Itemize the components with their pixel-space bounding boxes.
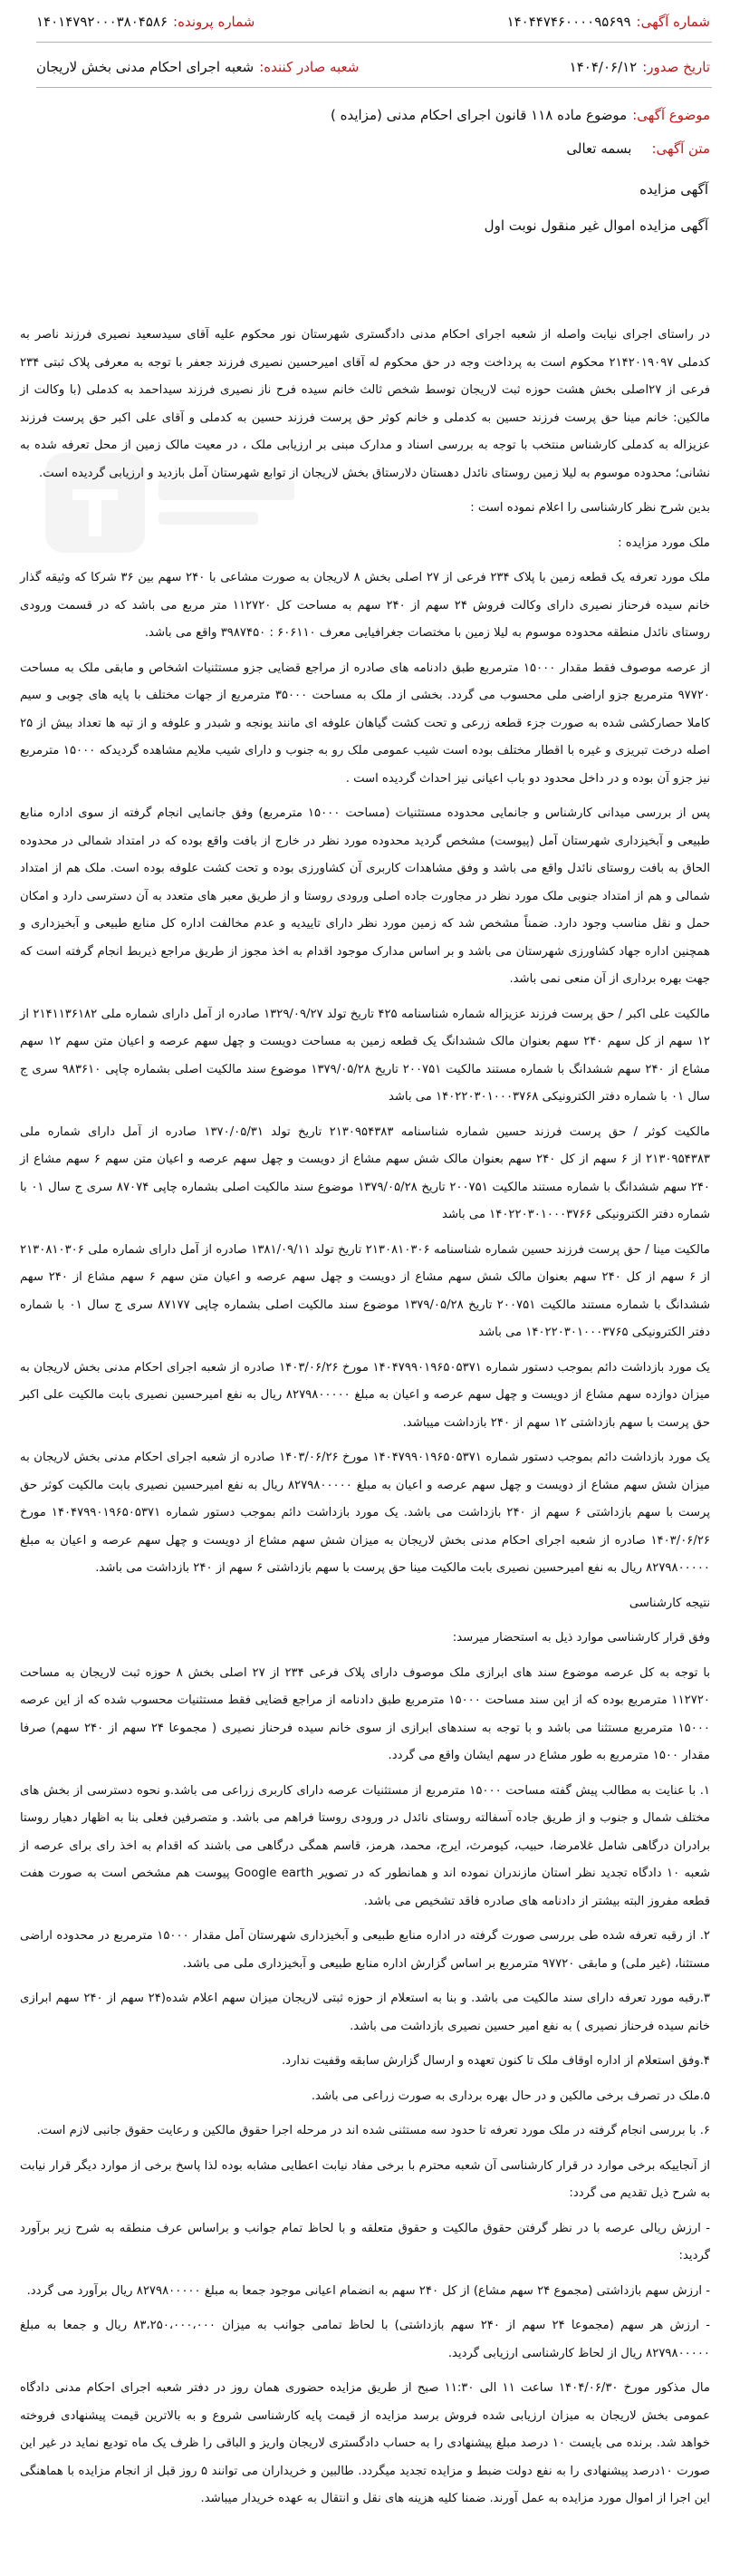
paragraph: ۲. از رقبه تعرفه شده طی بررسی صورت گرفته در اداره منابع طبیعی و آبخیزداری شهرستان آمل مقدار ۱۵۰۰۰ مترمربع در محدوده اراضی مستثنا، (غیر ملی) و مابقی ۹۷۷۲۰ مترمربع بر اساس گزارش اداره منابع طبیعی و آبخیزداری ملی می باشد. xyxy=(20,1929,710,1971)
divider xyxy=(36,42,712,43)
paragraph: ۴.وفق استعلام از اداره اوقاف ملک تا کنون تعهده و ارسال گزارش سابقه وقفیت ندارد. xyxy=(281,2054,710,2068)
paragraph: مالکیت کوثر / حق پرست فرزند حسین شماره شناسنامه ۲۱۳۰۹۵۴۳۸۳ تاریخ تولد ۱۳۷۰/۰۵/۳۱ صادره از آمل دارای شماره ملی ۲۱۳۰۹۵۴۳۸۳ از ۶ سهم از کل ۲۴۰ سهم بعنوان مالک شش سهم مشاع از دویست و چهل سهم عرصه و اعیان متن سهم ۶ سهم مشاع از ۲۴۰ سهم ششدانگ با شماره مستند مالکیت ۲۰۰۷۵۱ تاریخ ۱۳۷۹/۰۵/۲۸ موضوع سند مالکیت اصلی بشماره چاپی ۸۷۰۷۴ سری ج سال ۰۱ با شماره دفتر الکترونیکی ۱۴۰۲۲۰۳۰۱۰۰۰۳۷۶۶ می باشد xyxy=(20,1124,710,1221)
paragraph: ۶. با بررسی انجام گرفته در ملک مورد تعرفه تا حدود سه مستثنی شده اند در مرحله اجرا حقوق مالکین و رعایت حقوق جانبی لازم است. xyxy=(36,2124,710,2137)
paragraph: از عرصه موصوف فقط مقدار ۱۵۰۰۰ مترمربع طبق دادنامه های صادره از مراجع قضایی جزو مستثنیات اشخاص و مابقی ملک به مساحت ۹۷۷۲۰ مترمربع جزو اراضی ملی محسوب می گردد. بخشی از ملک به مساحت ۳۵۰۰۰ مترمربع از جهات مختلف با پایه های چوبی و سیم کاملا حصارکشی شده به صورت جزء قطعه زرعی و تحت کشت گیاهان علوفه ای مانند یونجه و شبدر و علوفه و از تپه ها تعداد بیش از ۲۵ اصله درخت تبریزی و غیره با اقطار مختلف بوده است شیب عمومی ملک رو به جنوب و دارای شیب ملایم مشاهده گردیدکه ۱۵۰۰۰ مترمربع نیز جزو آن بوده و در داخل محدود دو باب اعیانی نیز احداث گردیده است . xyxy=(20,661,710,786)
issue-date xyxy=(570,53,710,82)
paragraph: ۵.ملک در تصرف برخی مالکین و در حال بهره برداری به صورت زراعی می باشد. xyxy=(311,2089,710,2103)
notice-number xyxy=(507,7,710,36)
notice-text-label: متن آگهی: xyxy=(651,140,710,157)
notice-text-value: بسمه تعالی xyxy=(566,140,632,157)
issuing-branch-label: شعبه صادر کننده: xyxy=(259,59,360,75)
issuing-branch xyxy=(36,53,359,82)
paragraph: پس از بررسی میدانی کارشناس و جانمایی محدوده مستثنیات (مساحت ۱۵۰۰۰ مترمربع) وفق جانمایی انجام گرفته از سوی اداره منابع طبیعی و آبخیزداری شهرستان آمل (پیوست) مشخص گردید محدوده مورد نظر در خارج از بافت واقع بوده که در امتداد شمالی در محدوده الحاق به بافت روستای نائدل واقع می باشد و وفق مشاهدات کاربری آن کشاورزی بوده و تحت کشت علوفه بوده است. ملک هم از امتداد شمالی و هم از امتداد جنوبی ملک مورد نظر در مجاورت جاده اصلی ورودی روستا و از طریق معبر های متعدد به آن دسترسی دارد و امکان حمل و نقل مناسب وجود دارد. ضمناً مشخص شد که زمین مورد نظر دارای تاییدیه و عدم مخالفت اداره کل منابع طبیعی و آبخیزداری و همچنین اداره جهاد کشاورزی شهرستان می باشد و بر اساس مدارک موجود اقدام به اخذ مجوز از طریق مراجع ذیربط انجام گرفته است که جهت بهره برداری از آن منعی نمی باشد. xyxy=(20,806,710,986)
paragraph: بدین شرح نظر کارشناسی را اعلام نموده است : xyxy=(470,501,710,515)
notice-subject-label: موضوع آگهی: xyxy=(632,107,710,123)
paragraph: نتیجه کارشناسی xyxy=(629,1596,710,1610)
paragraph: در راستای اجرای نیابت واصله از شعبه اجرای احکام مدنی دادگستری شهرستان نور محکوم علیه آقای سیدسعید نصیری فرزند ناصر به کدملی ۲۱۴۲۰۱۹۰۹۷ محکوم است به پرداخت وجه در حق محکوم له آقای امیرحسین نصیری فرزند جعفر با توجه به معرفی پلاک ثبتی ۲۳۴ فرعی از ۲۷اصلی بخش هشت حوزه ثبت لاریجان توسط شخص ثالث خانم سیده فرح ناز نصیری فرزند سیداحمد به کدملی (با وکالت از مالکین: خانم مینا حق پرست فرزند حسین به کدملی و خانم کوثر حق پرست فرزند حسین به کدملی و آقای علی اکبر حق پرست فرزند عزیزاله به کدملی کارشناس منتخب با توجه به بررسی اسناد و مدارک مبنی بر ارزیابی ملک ، در معیت مالک زمین از محل تعرفه شده به نشانی؛ محدوده موسوم به لیلا زمین روستای نائدل دهستان دلارستاق بخش لاریجان از توابع شهرستان آمل بازدید و ارزیابی گردیده است. xyxy=(20,328,711,480)
heading-auction-first-round: آگهی مزایده اموال غیر منقول نوبت اول xyxy=(484,217,708,234)
paragraph: مالکیت مینا / حق پرست فرزند حسین شماره شناسنامه ۲۱۳۰۸۱۰۳۰۶ تاریخ تولد ۱۳۸۱/۰۹/۱۱ صادره از آمل دارای شماره ملی ۲۱۳۰۸۱۰۳۰۶ از ۶ سهم از کل ۲۴۰ سهم بعنوان مالک شش سهم مشاع از دویست و چهل سهم عرصه و اعیان متن سهم ۶ سهم مشاع از ۲۴۰ سهم ششدانگ با شماره مستند مالکیت ۲۰۰۷۵۱ تاریخ ۱۳۷۹/۰۵/۲۸ موضوع سند مالکیت اصلی بشماره چاپی ۸۷۱۷۷ سری ج سال ۰۱ با شماره دفتر الکترونیکی ۱۴۰۲۲۰۳۰۱۰۰۰۳۷۶۵ می باشد xyxy=(20,1242,711,1339)
notice-text xyxy=(566,140,710,157)
paragraph: یک مورد بازداشت دائم بموجب دستور شماره ۱۴۰۴۷۹۹۰۱۹۶۵۰۵۳۷۱ مورخ ۱۴۰۳/۰۶/۲۶ صادره از شعبه اجرای احکام مدنی بخش لاریجان به میزان دوازده سهم مشاع از دویست و چهل سهم عرصه و اعیان به مبلغ ۸۲۷۹۸۰۰۰۰۰ ریال به نفع امیرحسین نصیری بابت مالکیت علی اکبر حق پرست با سهم بازداشتی ۱۲ سهم از ۲۴۰ بازداشت میباشد. xyxy=(20,1360,710,1430)
notice-body xyxy=(20,322,710,2521)
notice-subject-value: موضوع ماده ۱۱۸ قانون اجرای احکام مدنی (مزایده ) xyxy=(330,107,628,123)
paragraph: ۳.رقبه مورد تعرفه دارای سند مالکیت می باشد. و بنا به استعلام از حوزه ثبتی لاریجان میزان سهم اعلام شده(۲۴ سهم از ۲۴۰ سهم ابرازی خانم سیده فرحناز نصیری ) به نفع امیر حسین نصیری بازداشت می باشد. xyxy=(20,1992,711,2033)
case-number-label: شماره پرونده: xyxy=(173,14,255,30)
notice-number-value: ۱۴۰۴۴۷۴۶۰۰۰۰۹۵۶۹۹ xyxy=(506,14,631,30)
notice-subject xyxy=(331,107,710,123)
header-row-1 xyxy=(0,7,730,36)
heading-auction: آگهی مزایده xyxy=(639,181,708,198)
paragraph: مال مذکور مورخ ۱۴۰۴/۰۶/۳۰ ساعت ۱۱ الی ۱۱:۳۰ صبح از طریق مزایده حضوری همان روز در دفتر شعبه اجرای احکام مدنی دادگاه عمومی بخش لاریجان به میزان ارزیابی شده فروش برسد مزایده از قیمت پایه کارشناسی شروع و به بالاترین قیمت پیشنهادی فروخته خواهد شد. برنده می بایست ۱۰ درصد مبلغ پیشنهادی را به حساب دادگستری لاریجان واریز و الباقی را ظرف یک ماه تودیع نماید در غیر این صورت ۱۰درصد پیشنهادی را به نفع دولت ضبط و مزایده تجدید میگردد. طالبین و خریداران می توانند ۵ روز قبل از انجام مزایده با هماهنگی این اجرا از اموال مورد مزایده به عمل آورند. ضمنا کلیه هزینه های نقل و انتقال به عهده خریدار میباشد. xyxy=(20,2381,710,2505)
case-number-value: ۱۴۰۱۴۷۹۲۰۰۰۳۸۰۴۵۸۶ xyxy=(36,14,168,30)
header-row-2 xyxy=(0,53,730,82)
paragraph: ۱. با عنایت به مطالب پیش گفته مساحت ۱۵۰۰۰ مترمربع از مستثنیات عرصه دارای کاربری زراعی می باشد.و نحوه دسترسی از بخش های مختلف شمال و جنوب و از طریق جاده آسفالته روستای نائدل در ورودی روستا فراهم می باشد. و متصرفین فعلی بنا به اظهار دهیار روستا برادران درگاهی شامل غلامرضا، حبیب، کیومرث، ایرج، محمد، هرمز، قاسم همگی درگاهی می باشند که اقدام به اخذ رای برای عرصه از شعبه ۱۰ دادگاه تجدید نظر استان مازندران نموده اند و همانطور که در تصویر Google earth پیوست هم مشخص است به صورت هفت قطعه مفروز البته بیشتر از دادنامه های صادره فاقد تشخیص می باشد. xyxy=(20,1783,711,1908)
paragraph: - ارزش ریالی عرصه با در نظر گرفتن حقوق مالکیت و حقوق متعلقه و با لحاظ تمام جوانب و براساس عرف منطقه به شرح زیر برآورد گردید: xyxy=(20,2221,710,2262)
issue-date-label: تاریخ صدور: xyxy=(642,59,710,75)
paragraph: یک مورد بازداشت دائم بموجب دستور شماره ۱۴۰۴۷۹۹۰۱۹۶۵۰۵۳۷۱ مورخ ۱۴۰۳/۰۶/۲۶ صادره از شعبه اجرای احکام مدنی بخش لاریجان به میزان شش سهم مشاع از دویست و چهل سهم عرصه و اعیان به مبلغ ۸۲۷۹۸۰۰۰۰۰ ریال به نفع امیرحسین نصیری بابت مالکیت کوثر حق پرست با سهم بازداشتی ۶ سهم از ۲۴۰ بازداشت می باشد. یک مورد بازداشت دائم بموجب دستور شماره ۱۴۰۴۷۹۹۰۱۹۶۵۰۵۳۷۱ مورخ ۱۴۰۳/۰۶/۲۶ صادره از شعبه اجرای احکام مدنی بخش لاریجان به میزان شش سهم مشاع از دویست و چهل سهم عرصه و اعیان به مبلغ ۸۲۷۹۸۰۰۰۰۰ ریال به نفع امیرحسین نصیری بابت مالکیت مینا حق پرست با سهم بازداشتی ۶ سهم از ۲۴۰ بازداشت می باشد. xyxy=(20,1451,710,1575)
case-number xyxy=(36,7,255,36)
paragraph: - ارزش هر سهم (مجموعا ۲۴ سهم از ۲۴۰ سهم بازداشتی) با لحاظ تمامی جوانب به میزان ۸۳،۲۵۰،۰۰۰،۰۰۰ ریال و جمعا به مبلغ ۸۲۷۹۸۰۰۰۰۰ ریال از لحاظ کارشناسی ارزیابی گردید. xyxy=(20,2319,710,2360)
paragraph: وفق قرار کارشناسی موارد ذیل به استحضار میرسد: xyxy=(452,1631,710,1645)
divider xyxy=(36,87,712,88)
paragraph: با توجه به کل عرصه موضوع سند های ابرازی ملک موصوف دارای پلاک فرعی ۲۳۴ از ۲۷ اصلی بخش ۸ حوزه ثبت لاریجان به مساحت ۱۱۲۷۲۰ مترمربع بوده که از این سند مساحت ۱۵۰۰۰ مترمربع طبق دادنامه از مراجع قضایی فقط مستثنیات محسوب شده که از این عرصه ۱۵۰۰۰ مترمربع مستثنا می باشد و با توجه به سندهای ابرازی از سوی خانم سیده فرحناز نصیری ( مجموعا ۲۴ سهم از ۲۴۰ سهم) صرفا مقدار ۱۵۰۰ مترمربع به طور مشاع در سهم ایشان واقع می گردد. xyxy=(20,1665,711,1762)
paragraph: ملک مورد مزایده : xyxy=(618,535,710,550)
issuing-branch-value: شعبه اجرای احکام مدنی بخش لاریجان xyxy=(36,59,255,75)
paragraph: - ارزش سهم بازداشتی (مجموع ۲۴ سهم مشاع) از کل ۲۴۰ سهم به انضمام اعیانی موجود جمعا به مبلغ ۸۲۷۹۸۰۰۰۰۰ ریال برآورد می گردد. xyxy=(26,2283,710,2298)
paragraph: ملک مورد تعرفه یک قطعه زمین با پلاک ۲۳۴ فرعی از ۲۷ اصلی بخش ۸ لاریجان به صورت مشاعی با ۲۴۰ سهم بین ۳۶ شرکا که وثیقه گذار خانم سیده فرحناز نصیری دارای وکالت فروش ۲۴ سهم از ۲۴۰ سهم به مساحت کل ۱۱۲۷۲۰ متر مربع می باشد که در قسمت ورودی روستای نائدل منطقه محدوده موسوم به لیلا زمین با مختصات جغرافیایی معرف ۶۰۶۱۱۰ : ۳۹۸۷۴۵۰ واقع می باشد. xyxy=(20,571,711,640)
paragraph: مالکیت علی اکبر / حق پرست فرزند عزیزاله شماره شناسنامه ۴۲۵ تاریخ تولد ۱۳۲۹/۰۹/۲۷ صادره از آمل دارای شماره ملی ۲۱۴۱۱۳۶۱۸۲ از ۱۲ سهم از کل سهم ۲۴۰ سهم بعنوان مالک ششدانگ یک قطعه زمین به مساحت دویست و چهل سهم عرصه و اعیان متن سهم ۱۲ سهم مشاع از ۲۴۰ سهم ششدانگ با شماره مستند مالکیت ۲۰۰۷۵۱ تاریخ ۱۳۷۹/۰۵/۲۸ موضوع سند مالکیت اصلی بشماره چاپی ۹۸۳۶۱۰ سری ج سال ۰۱ با شماره دفتر الکترونیکی ۱۴۰۲۲۰۳۰۱۰۰۰۳۷۶۸ می باشد xyxy=(20,1007,710,1104)
paragraph: از آنجاییکه برخی موارد در قرار کارشناسی آن شعبه محترم با برخی مفاد نیابت اعطایی مشابه بوده لذا پاسخ برخی از موارد دیگر قرار نیابت به شرح ذیل تقدیم می گردد: xyxy=(20,2158,710,2200)
issue-date-value: ۱۴۰۴/۰۶/۱۲ xyxy=(569,59,638,75)
notice-number-label: شماره آگهی: xyxy=(636,14,710,30)
